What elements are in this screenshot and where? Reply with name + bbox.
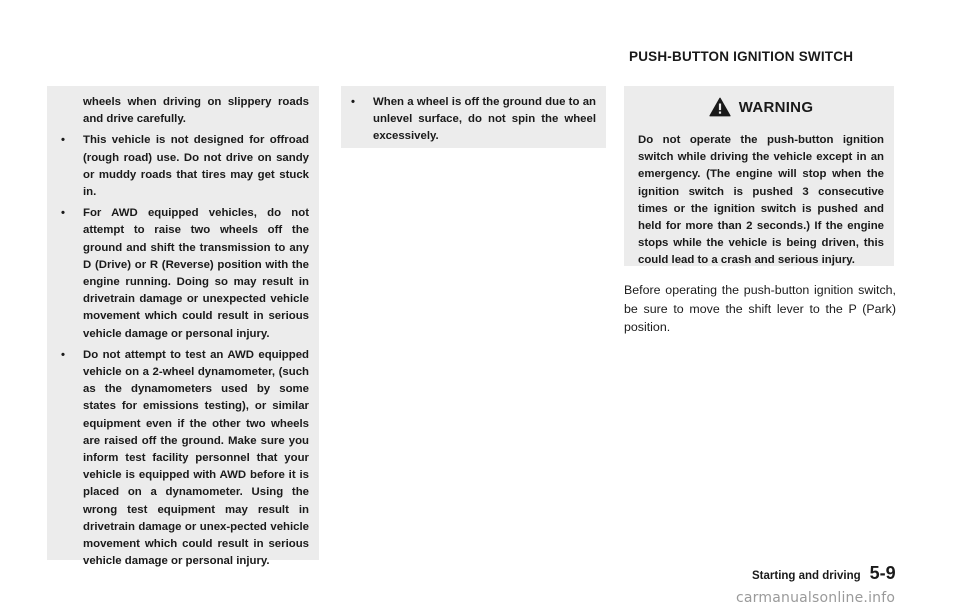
warning-triangle-icon: [709, 97, 731, 117]
continuation-paragraph: wheels when driving on slippery roads and drive carefully.: [83, 96, 309, 126]
warning-panel-right: [624, 86, 894, 266]
warning-text-left: [61, 94, 309, 570]
bullet-text: This vehicle is not designed for offroad (rough road) use. Do not drive on sandy or muddy roads that tires may get stuck in.: [83, 134, 309, 199]
section-title: PUSH-BUTTON IGNITION SWITCH: [629, 49, 854, 64]
warning-text-middle: [351, 94, 596, 146]
bullet-mark: •: [61, 207, 65, 220]
warning-text-right: [638, 132, 884, 270]
list-item: [351, 94, 596, 146]
footer-chapter: Starting and driving: [752, 570, 861, 582]
list-item: [61, 205, 309, 343]
bullet-mark: •: [61, 134, 65, 147]
bullet-text: When a wheel is off the ground due to an unlevel surface, do not spin the wheel excessively.: [373, 96, 596, 143]
bullet-mark: •: [61, 348, 65, 361]
page-footer: [752, 563, 896, 584]
bullet-text: For AWD equipped vehicles, do not attempt to raise two wheels off the ground and shift the transmission to any D (Drive) or R (Reverse) position with the engine running. Doing so may result in drivetrain damage or unexpected vehicle movement which could result in serious vehicle damage or personal injury.: [83, 207, 309, 340]
warning-paragraph: Do not operate the push-button ignition switch while driving the vehicle except in an emergency. (The engine will stop when the ignition switch is pushed 3 consecutive times or the ignition switch is pushed and held for more than 2 seconds.) If the engine stops while the vehicle is being driven, this could lead to a crash and serious injury.: [638, 134, 884, 267]
bullet-mark: •: [351, 96, 355, 108]
list-item: [61, 132, 309, 201]
list-item: [61, 347, 309, 571]
warning-panel-left: [47, 86, 319, 568]
warning-label: WARNING: [738, 98, 814, 116]
watermark: carmanualsonline.info: [736, 590, 896, 606]
warning-header: [638, 92, 884, 122]
bullet-text: Do not attempt to test an AWD equipped vehicle on a 2-wheel dynamometer, (such as the dynamometers used by some states for emissions testing), or similar equipment even if the other two wheels are raised off the ground. Make sure you inform test facility personnel that your vehicle is equipped with AWD before it is placed on a dynamometer. Using the wrong test equipment may result in drivetrain damage or unex-pected vehicle movement which could result in serious vehicle damage or personal injury.: [83, 348, 309, 568]
page-number: 5-9: [869, 563, 896, 583]
body-paragraph: Before operating the push-button ignition switch, be sure to move the shift lever to the P (Park) position.: [624, 283, 896, 335]
warning-panel-middle: [341, 86, 606, 148]
